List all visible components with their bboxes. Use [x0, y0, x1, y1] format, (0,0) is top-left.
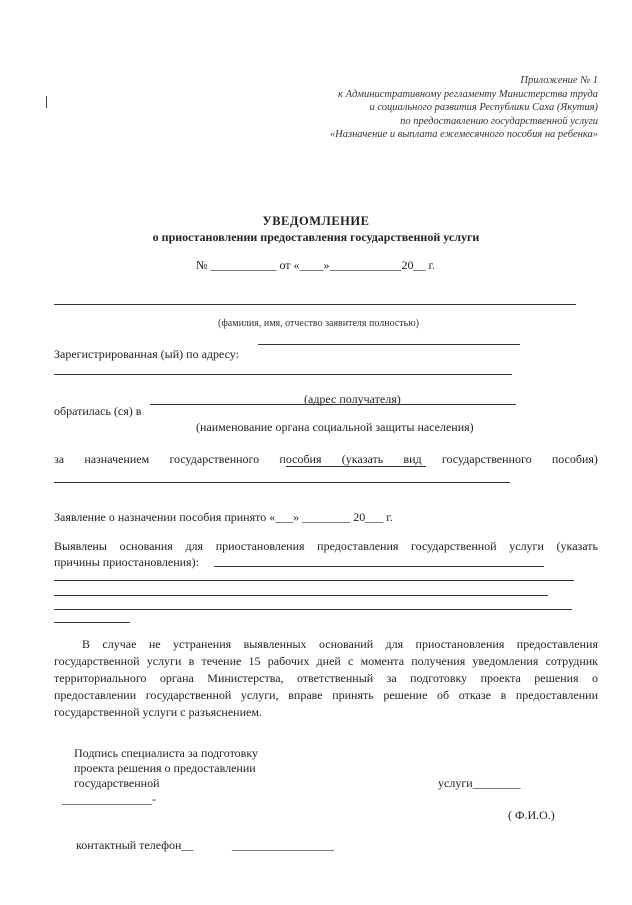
purpose-line: [54, 452, 598, 467]
purpose-word: вид: [403, 452, 422, 466]
year-suffix: г.: [428, 258, 436, 272]
purpose-word: за: [54, 452, 65, 466]
services-signature-field[interactable]: услуги________: [438, 776, 521, 790]
address-caption: (адрес получателя): [304, 392, 401, 406]
document-subtitle: о приостановлении предоставления государственной услуги: [152, 230, 480, 244]
purpose-word: назначением: [84, 452, 150, 466]
appendix-regulation: к Административному регламенту Министерства труда: [338, 88, 598, 100]
from-label: от: [279, 258, 291, 272]
appendix-ministry: и социального развития Республики Саха (Якутия): [369, 102, 598, 113]
contact-phone-label: контактный телефон__: [76, 838, 194, 852]
fio-caption: (фамилия, имя, отчество заявителя полностью): [218, 318, 420, 329]
grounds-field-2[interactable]: [54, 580, 574, 581]
purpose-word: пособия: [279, 452, 322, 466]
date-field[interactable]: «____»____________20__: [293, 258, 426, 272]
registered-label: Зарегистрированная (ый) по адресу:: [54, 347, 239, 361]
appendix-service: по предоставлению государственной услуги: [400, 115, 598, 127]
signature-block: [74, 746, 258, 791]
benefit-type-field[interactable]: [286, 466, 426, 467]
applied-label: обратилась (ся) в: [54, 404, 142, 418]
grounds-field-4[interactable]: [54, 609, 572, 610]
grounds-line-1: Выявлены основания для приостановления предоставления государственной услуги (указать: [54, 539, 598, 553]
application-accepted: Заявление о назначении пособия принято «___» ________ 20___ г.: [54, 510, 393, 524]
benefit-type-field-2[interactable]: [54, 482, 510, 483]
scan-mark: [46, 96, 47, 108]
signature-line-1: Подпись специалиста за подготовку: [74, 746, 258, 760]
organ-field[interactable]: [150, 404, 516, 405]
appendix-block: [268, 74, 598, 142]
number-label: №: [196, 258, 208, 272]
number-field[interactable]: ___________: [210, 258, 277, 272]
organ-caption: (наименование органа социальной защиты населения): [196, 420, 474, 434]
registered-address-field[interactable]: [258, 344, 520, 345]
grounds-line-2: причины приостановления):: [54, 555, 199, 569]
purpose-word: пособия): [551, 452, 598, 466]
number-line: [196, 258, 435, 273]
notice-paragraph: В случае не устранения выявленных оснований для приостановления предоставления государственной услуги в течение 15 рабочих дней с момента получения уведомления сотрудник территориального органа Министерства, ответственный за подготовку проекта решения о предоставлении государственной услуги, вправе принять решение об отказе в предоставлении государственной услуги с разъяснением.: [54, 637, 598, 719]
appendix-number: Приложение № 1: [520, 75, 598, 86]
contact-phone-field[interactable]: _________________: [232, 838, 334, 852]
grounds-field-5[interactable]: [54, 622, 130, 623]
appendix-service-name: «Назначение и выплата ежемесячного пособия на ребенка»: [329, 129, 598, 140]
fio-field[interactable]: [54, 304, 576, 305]
document-title: УВЕДОМЛЕНИЕ: [262, 214, 370, 228]
signature-line-3: государственной: [74, 776, 160, 790]
grounds-field-3[interactable]: [54, 595, 548, 596]
signature-line-2: проекта решения о предоставлении: [74, 761, 256, 775]
fio-signature-caption: ( Ф.И.О.): [508, 808, 555, 822]
signature-dash-line[interactable]: _______________-: [62, 792, 156, 806]
purpose-word: государственного: [441, 452, 532, 466]
address-field[interactable]: [54, 374, 512, 375]
grounds-field-1[interactable]: [214, 566, 544, 567]
purpose-word: государственного: [169, 452, 260, 466]
purpose-word: (указать: [341, 452, 384, 466]
